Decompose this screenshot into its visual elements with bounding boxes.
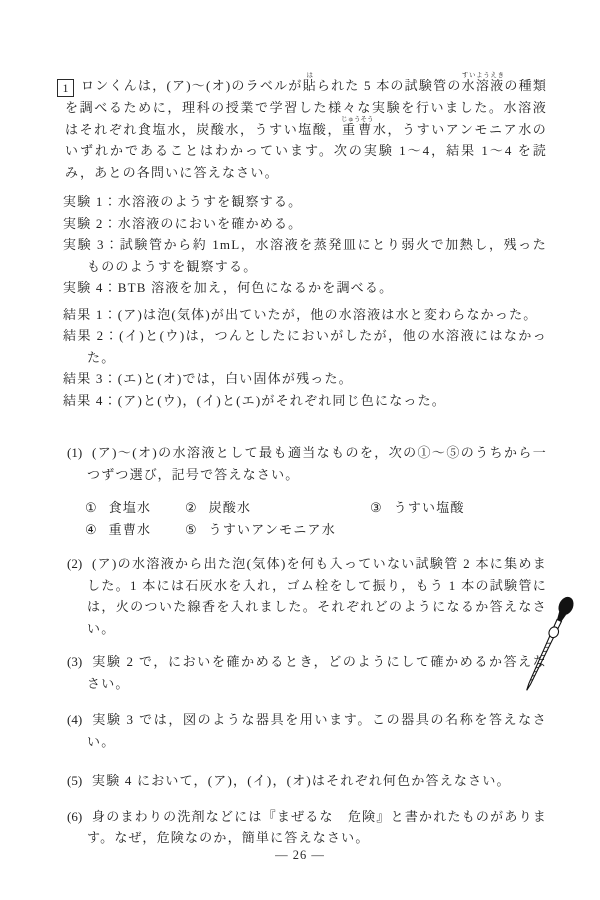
- result-line: [63, 304, 547, 326]
- question-number-box: 1: [57, 79, 74, 97]
- question-number: (4): [67, 712, 83, 727]
- exam-content: [57, 0, 547, 849]
- experiment-line: [63, 191, 547, 213]
- question-item-1: [67, 442, 547, 485]
- result-text: (ア)は泡(気体)が出ていたが，他の水溶液は水と変わらなかった。: [117, 306, 538, 322]
- result-label: 結果 4：: [63, 392, 118, 408]
- choice-number: ②: [185, 500, 197, 515]
- question-number: (6): [67, 808, 83, 824]
- question-text: (ア)～(オ)の水溶液として最も適当なものを，次の①～⑤のうちから一つずつ選び，記号で答えなさい。: [87, 445, 547, 482]
- result-label: 結果 1：: [63, 306, 118, 322]
- choice-label: うすい塩酸: [393, 500, 465, 515]
- question-number: (3): [67, 654, 83, 669]
- question-text: 実験 4 において，(ア)，(イ)，(オ)はそれぞれ何色か答えなさい。: [92, 773, 511, 788]
- page-number: — 26 —: [275, 848, 325, 862]
- question-number: (5): [67, 773, 83, 788]
- choice-label: 食塩水: [108, 500, 152, 515]
- question-item-2: [67, 553, 547, 639]
- experiment-label: 実験 2：: [63, 215, 118, 231]
- result-label: 結果 3：: [63, 371, 118, 386]
- question-item-5: [67, 770, 547, 792]
- choice-row: [85, 497, 547, 519]
- result-text: (イ)と(ウ)は，つんとしたにおいがしたが，他の水溶液にはなかった。: [87, 328, 547, 365]
- choice-row: [85, 519, 547, 541]
- question-text: 実験 2 で，においを確かめるとき，どのようにして確かめるか答えなさい。: [87, 654, 547, 691]
- question-text: (ア)の水溶液から出た泡(気体)を何も入っていない試験管 2 本に集めました。1 本には石灰水を入れ，ゴム栓をして振り，もう 1 本の試験管には，火のついた線香を入れました。それぞれどのようになるか答えなさい。: [87, 556, 547, 636]
- choice-number: ⑤: [185, 521, 197, 537]
- results-block: [57, 304, 547, 412]
- question-text: 実験 3 では，図のような器具を用います。この器具の名称を答えなさい。: [87, 712, 547, 749]
- experiment-label: 実験 1：: [63, 194, 118, 209]
- choice-item: [85, 497, 185, 519]
- choice-label: 炭酸水: [208, 500, 252, 515]
- choice-item: [185, 497, 370, 519]
- result-line: [63, 390, 547, 412]
- choice-number: ④: [85, 521, 97, 537]
- result-line: [63, 368, 547, 390]
- choice-label: 重曹水: [108, 521, 152, 537]
- question-item-6: [67, 806, 547, 849]
- experiment-label: 実験 4：: [63, 280, 118, 295]
- choice-item: [85, 519, 185, 541]
- question-item-4: [67, 709, 547, 752]
- experiment-text: 水溶液のにおいを確かめる。: [117, 215, 303, 231]
- experiment-text: 試験管から約 1mL，水溶液を蒸発皿にとり弱火で加熱し，残ったもののようすを観察する。: [87, 237, 547, 274]
- experiment-text: BTB 溶液を加え，何色になるかを調べる。: [117, 280, 394, 295]
- experiments-block: [57, 191, 547, 299]
- result-label: 結果 2：: [63, 328, 120, 343]
- question-text: 身のまわりの洗剤などには『まぜるな 危険』と書かれたものがあります。なぜ，危険なのか，簡単に答えなさい。: [87, 808, 547, 845]
- result-line: [63, 325, 547, 368]
- question-number: (1): [67, 445, 83, 460]
- experiment-line: [63, 234, 547, 277]
- intro-text: ロンくんは，(ア)～(オ)のラベルが貼はられた 5 本の試験管の水溶液すいようえきの種類を調べるために，理科の授業で学習した様々な実験を行いました。水溶液はそれぞれ食塩水，炭酸水，うすい塩酸，重曹じゅうそう水，うすいアンモニア水のいずれかであることはわかっています。次の実験 1～4，結果 1～4 を読み，あとの各問いに答えなさい。: [65, 72, 548, 180]
- choice-item: [185, 519, 336, 541]
- experiment-text: 水溶液のようすを観察する。: [117, 194, 303, 209]
- intro-paragraph: [57, 72, 547, 183]
- result-text: (エ)と(オ)では，白い固体が残った。: [117, 371, 353, 386]
- choice-label: うすいアンモニア水: [208, 521, 336, 537]
- choice-number: ③: [370, 500, 382, 515]
- experiment-label: 実験 3：: [63, 237, 120, 252]
- choices-block: [85, 497, 547, 540]
- choice-item: [370, 497, 465, 519]
- question-number: (2): [67, 556, 83, 571]
- choice-number: ①: [85, 500, 97, 515]
- experiment-line: [63, 277, 547, 299]
- dropper-pipette-icon: [526, 586, 588, 708]
- experiment-line: [63, 213, 547, 235]
- result-text: (ア)と(ウ)，(イ)と(エ)がそれぞれ同じ色になった。: [117, 392, 446, 408]
- question-item-3: [67, 651, 547, 694]
